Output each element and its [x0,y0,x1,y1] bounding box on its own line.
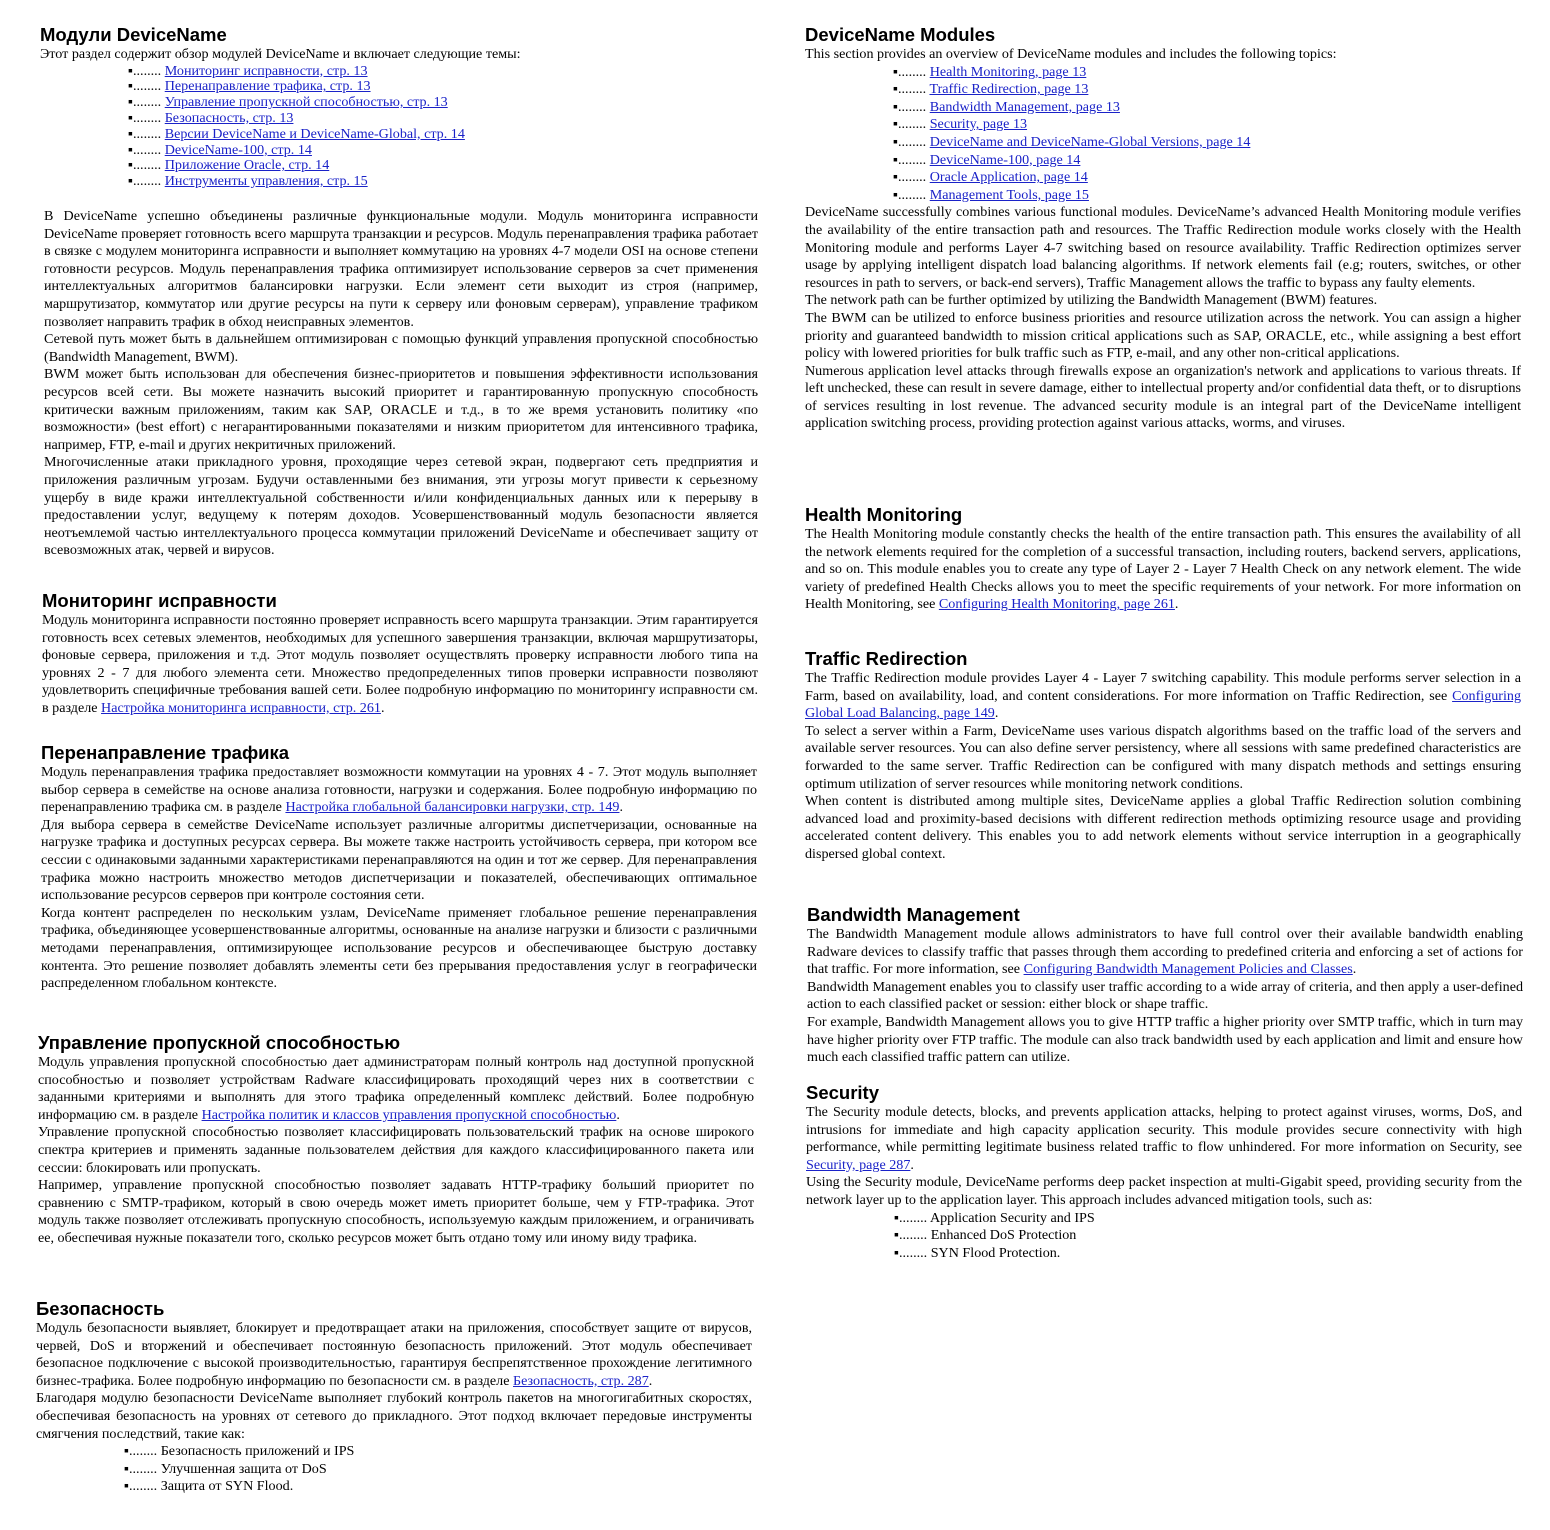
bullet-marker: ▪........ [124,1443,158,1460]
ru-traffic-text: Модуль перенаправления трафика предоставляет возможности коммутации на уровнях 4 - 7. Этот модуль выполняет выбор сервера в семействе на основе анализа готовности, нагрузки и содержания. Более подробную информацию по перенаправлению трафика см. в разделе [41,764,757,816]
en-topic-link[interactable]: Oracle Application, page 14 [929,169,1088,186]
bullet-marker: ▪........ [893,133,927,150]
en-modules-heading: DeviceName Modules [805,24,996,45]
en-bandwidth-text: The Bandwidth Management module allows administrators to have full control over their available bandwidth enabling Radware devices to classify traffic that passes through them according to predefined criteria and enforcing a set of actions for that traffic. For more information, see [807,926,1523,978]
ru-topic-item [128,111,758,127]
en-topic-link[interactable]: Security, page 13 [929,116,1028,133]
en-topic-item [893,64,1521,82]
en-health-text: The Health Monitoring module constantly checks the health of the entire transaction path. This ensures the availability of all the network elements required for the completion of a successful transaction, including routers, backend servers, applications, and so on. This module enables you to create any type of Layer 2 - Layer 7 Health Check on any network element. The wide variety of predefined Health Checks allows you to meet the specific requirements of your network. For more information on Health Monitoring, see [805,526,1521,613]
period: . [616,1106,620,1123]
ru-overview-paragraph: BWM может быть использован для обеспечения бизнес-приоритетов и повышения эффективности использования ресурсов всей сети. Вы можете назначить высокий приоритет и гарантированную пропускную способность критически важным приложениям, таким как SAP, ORACLE и т.д., в то же время установить политику «по возможности» (best effort) с негарантированными показателями и низким приоритетом для интенсивного трафика, например, FTP, e-mail и других некритичных приложений. [44,366,758,453]
ru-health-text: Модуль мониторинга исправности постоянно проверяет исправность всего маршрута транзакции. Этим гарантируется готовность всех сетевых элементов, необходимых для успешного завершения транзакции, включая маршрутизаторы, фоновые сервера, приложения и т.д. Этот модуль позволяет осуществлять проверку исправности любого типа на уровнях 2 - 7 для любого элемента сети. Множество предопределенных типов проверки исправности позволяют удовлетворить специфичные требования вашей сети. Более подробную информацию по мониторингу исправности см. в разделе [42,612,758,716]
bullet-marker: ▪........ [128,109,162,126]
bullet-marker: ▪........ [128,173,162,190]
ru-security-paragraph [36,1320,752,1390]
en-health-heading: Health Monitoring [805,504,963,525]
ru-topic-link[interactable]: DeviceName-100, стр. 14 [164,141,312,158]
en-overview-paragraph: The BWM can be utilized to enforce business priorities and resource utilization across the network. You can assign a higher priority and guaranteed bandwidth to mission critical applications such as SAP, ORACLE, etc., while assigning a best effort policy with lowered priorities for bulk traffic such as FTP, e-mail, and any other non-critical applications. [805,309,1521,362]
en-topic-link[interactable]: DeviceName and DeviceName-Global Versions, page 14 [929,133,1251,150]
ru-bandwidth-link[interactable]: Настройка политик и классов управления пропускной способностью [201,1106,617,1123]
ru-topic-item [128,174,758,190]
en-security-paragraph: Using the Security module, DeviceName performs deep packet inspection at multi-Gigabit speed, providing security from the network layer up to the application layer. This approach includes advanced mitigation tools, such as: [806,1174,1522,1208]
bullet-marker: ▪........ [128,157,162,174]
en-modules-intro: This section provides an overview of DeviceName modules and includes the following topics: [805,46,1337,62]
ru-topic-link[interactable]: Мониторинг исправности, стр. 13 [164,62,368,79]
en-traffic-heading: Traffic Redirection [805,648,968,669]
en-traffic-link[interactable]: Configuring Global Load Balancing, page 149 [805,687,1521,722]
en-mitigation-list [806,1210,1522,1263]
period: . [994,705,999,722]
ru-traffic-paragraph [41,764,757,817]
bullet-marker: ▪........ [893,186,927,203]
ru-topics-list [40,64,758,190]
period: . [1174,596,1179,613]
en-overview-paragraph: The network path can be further optimized by utilizing the Bandwidth Management (BWM) features. [805,292,1378,309]
ru-modules-section [40,24,758,190]
bullet-marker: ▪........ [893,63,927,80]
en-bandwidth-section [807,904,1523,1067]
ru-bandwidth-text: Модуль управления пропускной способностью дает администраторам полный контроль над доступной пропускной способностью и позволяет устройствам Radware классифицировать проходящий через них в соответствии с заданными критериями и выполнять для этого трафика определенный комплекс действий. Более подробную информацию см. в разделе [38,1054,754,1123]
ru-overview-paragraph: Многочисленные атаки прикладного уровня, проходящие через сетевой экран, подвергают сеть предприятия и приложения различным угрозам. Будучи оставленными без внимания, эти угрозы могут привести к серьезному ущербу в виде кражи интеллектуальной собственности и/или конфиденциальных данных или к перерыву в предоставлении услуг, ведущему к потерям доходов. Усовершенствованный модуль безопасности является неотъемлемой частью интеллектуального процесса коммутации приложений DeviceName и обеспечивает защиту от всевозможных атак, червей и вирусов. [44,454,758,559]
ru-traffic-paragraph: Когда контент распределен по нескольким узлам, DeviceName применяет глобальное решение перенаправления трафика, объединяющее усовершенствованные алгоритмы, основанные на анализе нагрузки и близости с различными методами перенаправления, оптимизирующее использование ресурсов и обеспечивающее быструю доставку контента. Это решение позволяет добавлять элементы сети без прерывания предоставления услуг в географически распределенном глобальном контексте. [41,904,757,992]
en-traffic-paragraph [805,670,1521,723]
en-health-section [805,504,1521,614]
bullet-marker: ▪........ [128,141,162,158]
ru-topic-item [128,95,758,111]
ru-topic-link[interactable]: Инструменты управления, стр. 15 [164,173,368,190]
ru-traffic-paragraph: Для выбора сервера в семействе DeviceName использует различные алгоритмы диспетчеризации, основанные на нагрузке трафика и доступных ресурсах сервера. Вы можете также настроить устойчивость сервера, при котором все сессии с одинаковыми заданными характеристиками перенаправляются на один и тот же сервер. Для перенаправления трафика можно настроить множество методов диспетчеризации и показателей, обеспечивающих оптимальное использование ресурсов серверов при контроле состояния сети. [41,816,757,904]
en-topic-link[interactable]: Bandwidth Management, page 13 [929,98,1120,115]
en-topic-link[interactable]: Management Tools, page 15 [929,186,1089,203]
bullet-marker: ▪........ [893,169,927,186]
period: . [1352,961,1357,978]
en-topic-item [893,99,1521,117]
en-topic-item [893,134,1521,152]
en-bandwidth-paragraph: For example, Bandwidth Management allows you to give HTTP traffic a higher priority over SMTP traffic, which in turn may have higher priority over FTP traffic. The module can also track bandwidth used by each application and limit and ensure how much each classified traffic pattern can utilize. [807,1013,1523,1066]
ru-bandwidth-paragraph: Управление пропускной способностью позволяет классифицировать пользовательский трафик на основе широкого спектра критериев и применять заданные пользователем действия для каждого классифицированного пакета или сессии: блокировать или пропускать. [38,1124,754,1176]
bullet-marker: ▪........ [128,125,162,142]
ru-modules-intro: Этот раздел содержит обзор модулей DeviceName и включает следующие темы: [40,46,521,62]
bullet-marker: ▪........ [894,1209,928,1226]
en-topic-item [893,81,1521,99]
ru-health-heading: Мониторинг исправности [42,590,277,611]
en-topic-item [893,152,1521,170]
period: . [648,1372,653,1389]
ru-security-link[interactable]: Безопасность, стр. 287 [513,1372,649,1389]
en-bandwidth-heading: Bandwidth Management [807,904,1020,925]
period: . [380,699,385,716]
en-traffic-text: The Traffic Redirection module provides Layer 4 - Layer 7 switching capability. This module performs server selection in a Farm, based on availability, load, and content considerations. For more information on Traffic Redirection, see [805,670,1521,704]
ru-topic-link[interactable]: Управление пропускной способностью, стр. 13 [164,94,448,111]
ru-overview-paragraph: Сетевой путь может быть в дальнейшем оптимизирован с помощью функций управления пропускной способностью (Bandwidth Management, BWM). [44,331,758,365]
ru-mitigation-text: Безопасность приложений и IPS [160,1443,355,1460]
ru-traffic-heading: Перенаправление трафика [41,742,290,763]
ru-topic-item [128,79,758,95]
ru-topic-item [128,127,758,143]
ru-topic-link[interactable]: Версии DeviceName и DeviceName-Global, стр. 14 [164,125,465,142]
en-topics-list [805,64,1521,205]
bullet-marker: ▪........ [894,1244,928,1261]
ru-topic-link[interactable]: Приложение Oracle, стр. 14 [164,157,330,174]
ru-mitigation-item [124,1461,752,1479]
period: . [910,1156,914,1173]
en-health-link[interactable]: Configuring Health Monitoring, page 261 [938,596,1175,613]
ru-mitigation-text: Улучшенная защита от DoS [160,1460,327,1477]
en-security-link[interactable]: Security, page 287 [806,1156,911,1173]
en-mitigation-text: Enhanced DoS Protection [930,1227,1077,1244]
ru-mitigation-list [36,1443,752,1496]
en-security-heading: Security [806,1082,880,1103]
bullet-marker: ▪........ [128,94,162,111]
en-security-text: The Security module detects, blocks, and prevents application attacks, helping to protect against viruses, worms, DoS, and intrusions for immediate and high capacity application security. This module provides secure connectivity with high performance, while permitting legitimate business related traffic to flow unhindered. For more information on Security, see [806,1104,1522,1156]
ru-topic-link[interactable]: Безопасность, стр. 13 [164,109,294,126]
bullet-marker: ▪........ [893,98,927,115]
ru-bandwidth-paragraph: Например, управление пропускной способностью позволяет задавать HTTP-трафику больший приоритет по сравнению с SMTP-трафиком, который в свою очередь может иметь приоритет больше, чем у FTP-трафика. Этот модуль также позволяет отслеживать пропускную способность, используемую каждым приложением, и ограничивать ее, обеспечивая нужные показатели того, сколько ресурсов может быть отдано тому или иному виду трафика. [38,1177,754,1246]
en-mitigation-text: Application Security and IPS [929,1209,1095,1226]
en-overview-paragraph: DeviceName successfully combines various functional modules. DeviceName’s advanced Health Monitoring module verifies the availability of the entire transaction path and resources. The Traffic Redirection module works closely with the Health Monitoring module and performs Layer 4-7 switching based on resource availability. Traffic Redirection optimizes server usage by applying intelligent dispatch load balancing algorithms. If network elements fail (e.g; routers, switches, or other resources in path to servers, or back-end servers), Traffic Management allows the traffic to bypass any faulty elements. [805,204,1521,291]
period: . [619,799,624,816]
bullet-marker: ▪........ [893,81,927,98]
en-bandwidth-link[interactable]: Configuring Bandwidth Management Policies and Classes [1023,961,1353,978]
en-traffic-section [805,648,1521,864]
en-mitigation-item [894,1210,1522,1228]
en-topic-item [893,116,1521,134]
en-topic-link[interactable]: Traffic Redirection, page 13 [929,81,1089,98]
ru-topic-link[interactable]: Перенаправление трафика, стр. 13 [164,78,371,95]
bullet-marker: ▪........ [124,1478,158,1495]
ru-bandwidth-paragraph [38,1054,754,1124]
en-security-paragraph [806,1104,1522,1174]
ru-topic-item [128,143,758,159]
ru-health-link[interactable]: Настройка мониторинга исправности, стр. 261 [101,699,381,716]
ru-security-text: Модуль безопасности выявляет, блокирует и предотвращает атаки на приложения, способствует защите от вирусов, червей, DoS и вторжений и обеспечивает постоянную безопасность приложений. Этот модуль обеспечивает безопасное подключение с высокой производительностью, гарантируя беспрепятственное прохождение легитимного бизнес-трафика. Более подробную информацию по безопасности см. в разделе [36,1320,752,1389]
bullet-marker: ▪........ [893,116,927,133]
ru-mitigation-text: Защита от SYN Flood. [160,1478,294,1495]
en-topic-item [893,187,1521,205]
en-mitigation-item [894,1227,1522,1245]
en-modules-section [805,24,1521,433]
ru-modules-heading: Модули DeviceName [40,24,227,45]
ru-security-heading: Безопасность [36,1298,165,1319]
en-traffic-paragraph: When content is distributed among multiple sites, DeviceName applies a global Traffic Redirection solution combining advanced load and proximity-based decisions with different redirection methods optimizing resource usage and providing accelerated content delivery. This enables you to add network elements without service interruption in a geographically dispersed global context. [805,793,1521,862]
en-mitigation-item [894,1245,1522,1263]
bullet-marker: ▪........ [128,62,162,79]
ru-topic-item [128,158,758,174]
bullet-marker: ▪........ [893,151,927,168]
en-health-paragraph [805,526,1521,614]
ru-health-paragraph [42,612,758,718]
ru-bandwidth-heading: Управление пропускной способностью [38,1032,401,1053]
bullet-marker: ▪........ [124,1460,158,1477]
ru-traffic-section [41,742,757,993]
en-topic-link[interactable]: DeviceName-100, page 14 [929,151,1081,168]
ru-security-section [36,1298,752,1496]
en-bandwidth-paragraph: Bandwidth Management enables you to classify user traffic according to a wide array of criteria, and then apply a user-defined action to each classified packet or session: either block or shape traffic. [807,978,1523,1013]
en-overview-paragraph: Numerous application level attacks through firewalls expose an organization's network and applications to various threats. If left unchecked, these can result in severe damage, either to intellectual property and/or confidential data theft, or to disruptions of services resulting in lost revenue. The advanced security module is an integral part of the DeviceName intelligent application switching process, providing protection against various attacks, worms, and viruses. [805,362,1521,432]
en-traffic-paragraph: To select a server within a Farm, DeviceName uses various dispatch algorithms based on the traffic load of the servers and available server resources. You can also define server persistency, where all sessions with same predefined characteristics are forwarded to the same server. Traffic Redirection can be configured with many dispatch methods and settings ensuring optimum utilization of server resources while monitoring network conditions. [805,722,1521,792]
ru-bandwidth-section [38,1032,754,1248]
ru-overview-text [44,208,758,560]
ru-mitigation-item [124,1478,752,1496]
ru-health-section [42,590,758,718]
bullet-marker: ▪........ [894,1227,928,1244]
en-topic-link[interactable]: Health Monitoring, page 13 [929,63,1087,80]
ru-mitigation-item [124,1443,752,1461]
bullet-marker: ▪........ [128,78,162,95]
ru-topic-item [128,64,758,80]
en-topic-item [893,169,1521,187]
ru-overview-paragraph: В DeviceName успешно объединены различные функциональные модули. Модуль мониторинга исправности DeviceName проверяет готовность всего маршрута транзакции и ресурсов. Модуль перенаправления трафика работает в связке с модулем мониторинга исправности и выполняет коммутацию на уровнях 4-7 модели OSI на основе степени готовности ресурсов. Модуль перенаправления трафика оптимизирует использование серверов за счет применения интеллектуальных алгоритмов балансировки нагрузки. Если элемент сети выходит из строя (например, маршрутизатор, коммутатор или другие ресурсы на пути к серверу или фоновым серверам), управление трафиком позволяет направить трафик в обход неисправных элементов. [44,208,758,330]
en-mitigation-text: SYN Flood Protection. [930,1244,1061,1261]
ru-traffic-link[interactable]: Настройка глобальной балансировки нагрузки, стр. 149 [285,799,620,816]
en-bandwidth-paragraph [807,926,1523,979]
en-security-section [806,1082,1522,1262]
ru-security-paragraph: Благодаря модулю безопасности DeviceName выполняет глубокий контроль пакетов на многогигабитных скоростях, обеспечивая безопасность на уровнях от сетевого до прикладного. Этот подход включает передовые инструменты смягчения последствий, такие как: [36,1390,752,1442]
